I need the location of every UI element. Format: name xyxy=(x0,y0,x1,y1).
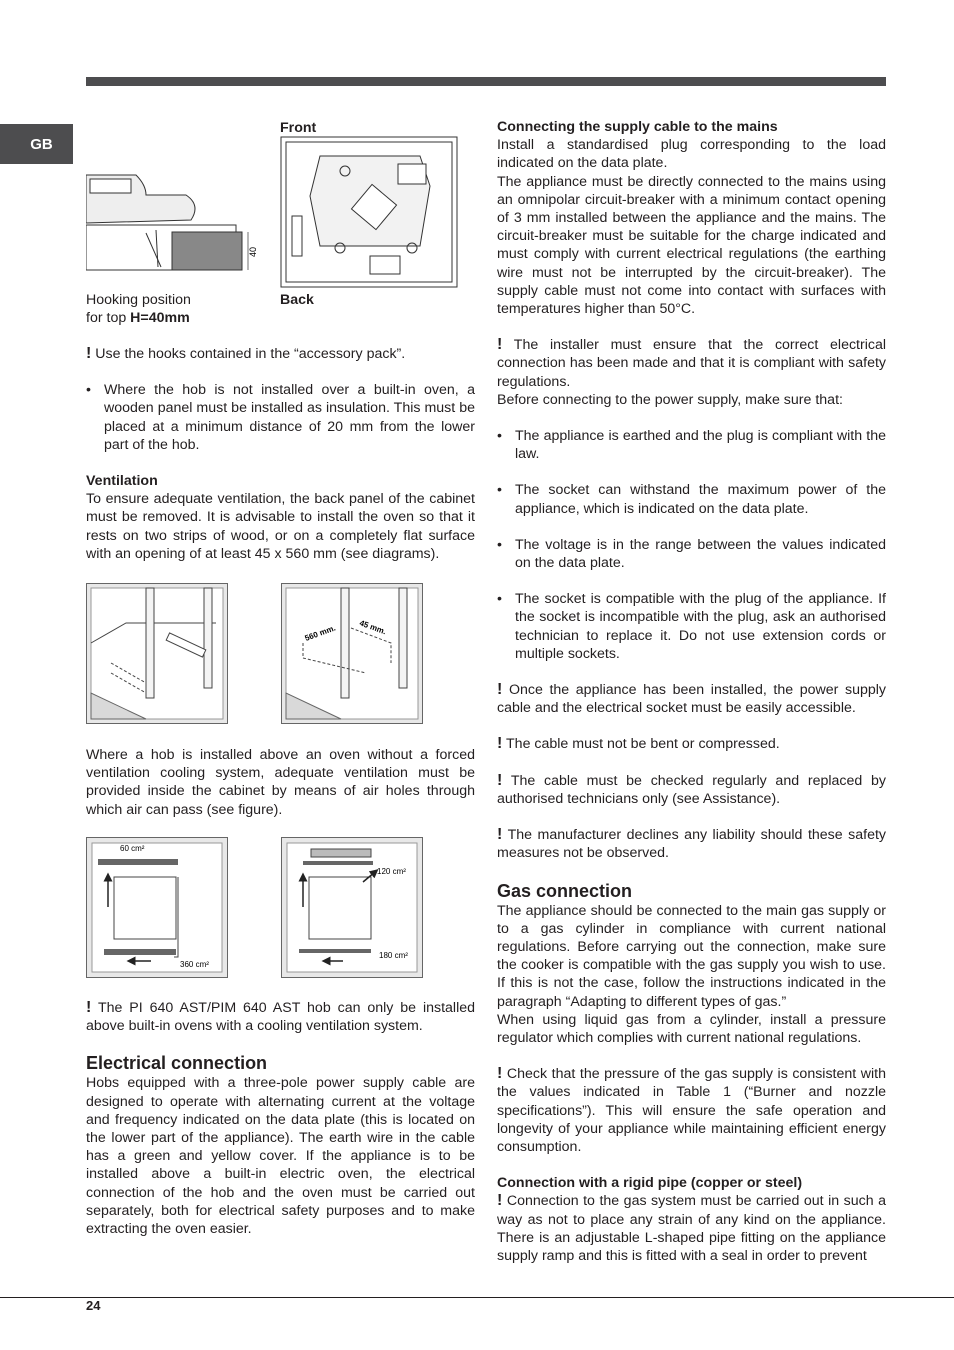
list-item: • The voltage is in the range between the values indicated on the data plate. xyxy=(497,536,886,572)
vent-dim-560: 560 mm. xyxy=(303,623,337,643)
ventilation-heading: Ventilation xyxy=(86,473,158,490)
hooking-caption-line1: Hooking position xyxy=(86,292,191,308)
warning-icon: ! xyxy=(497,826,503,844)
airflow-diagram-2 xyxy=(281,837,423,978)
list-item: • The appliance is earthed and the plug is compliant with the law. xyxy=(497,428,886,463)
list-item: • Where the hob is not installed over a built-in oven, a wooden panel must be installed as insulation. This must be placed at a minimum distance of 20 mm from the lower part of the hob. xyxy=(86,382,475,453)
supply-paragraph-1: Install a standardised plug corresponding to the load indicated on the data plate. xyxy=(497,137,886,172)
electrical-heading: Electrical connection xyxy=(86,1053,268,1074)
note-checked: ! The cable must be checked regularly and replaced by authorised technicians only (see Assistance). xyxy=(497,771,886,807)
left-text-column xyxy=(86,345,475,563)
note-accessible: ! Once the appliance has been installed, the power supply cable and the electrical socket must be easily accessible. xyxy=(497,681,886,717)
hook-dim-label: 40 xyxy=(248,246,258,257)
right-text-column xyxy=(497,118,886,1265)
warning-icon: ! xyxy=(497,336,503,354)
list-item: • The socket is compatible with the plug of the appliance. If the socket is incompatible with the plug, ask an authorised technician to replace it. Do not use extension cords or multiple sockets. xyxy=(497,591,886,662)
warning-icon: ! xyxy=(86,345,92,362)
note-bent: ! The cable must not be bent or compressed. xyxy=(497,735,780,753)
hooking-diagram xyxy=(86,165,266,275)
warning-icon: ! xyxy=(497,1065,503,1083)
hooking-height: H=40mm xyxy=(130,310,190,326)
warning-icon: ! xyxy=(497,735,503,753)
warning-icon: ! xyxy=(497,1192,503,1210)
page-number: 24 xyxy=(86,1298,101,1313)
gas-paragraph-1: The appliance should be connected to the main gas supply or to a gas cylinder in compliance with current national regulations. Before carrying out the connection, make sure the cooker is compatible with the gas supply you wish to use. If this is not the case, follow the instructions indicated in the paragraph “Adapting to different types of gas.” xyxy=(497,902,886,1010)
forced-vent-text: Where a hob is installed above an oven without a forced ventilation cooling system, adequate ventilation must be provided inside the cabinet by means of air holes through which air can pass (see figure). xyxy=(86,747,475,818)
airflow-1-bottom-label: 360 cm² xyxy=(180,960,209,969)
hooking-caption-line2-prefix: for top xyxy=(86,310,131,326)
note-pi640: ! The PI 640 AST/PIM 640 AST hob can only be installed above built-in ovens with a cooling ventilation system. xyxy=(86,999,476,1035)
front-label: Front xyxy=(280,120,317,136)
ventilation-diagram-1 xyxy=(86,583,228,724)
note-installer: ! The installer must ensure that the correct electrical connection has been made and that it is compliant with safety regulations. xyxy=(497,336,887,390)
vent-dim-45: 45 mm. xyxy=(358,618,388,637)
supply-cable-heading: Connecting the supply cable to the mains xyxy=(497,119,778,135)
airflow-2-top-label: 120 cm² xyxy=(377,867,406,876)
ventilation-diagram-2 xyxy=(281,583,423,724)
before-connecting: Before connecting to the power supply, make sure that: xyxy=(497,391,843,408)
hob-underside-diagram xyxy=(280,136,460,290)
rigid-pipe-heading: Connection with a rigid pipe (copper or steel) xyxy=(497,1175,803,1192)
airflow-diagram-1 xyxy=(86,837,228,978)
note-pressure: ! Check that the pressure of the gas supply is consistent with the values indicated in Table 1 (“Burner and nozzle specifications”). This will ensure the safe operation and longevity of your appliance while maintaining efficient energy consumption. xyxy=(497,1065,886,1155)
airflow-1-top-label: 60 cm² xyxy=(120,844,145,853)
ventilation-text: To ensure adequate ventilation, the back panel of the cabinet must be removed. It is advisable to install the oven so that it rests on two strips of wood, or on a completely flat surface with an opening of at least 45 x 560 mm (see diagrams). xyxy=(86,491,475,562)
warning-icon: ! xyxy=(86,999,92,1016)
header-bar xyxy=(86,77,886,86)
hooking-caption xyxy=(86,291,191,327)
warning-icon: ! xyxy=(497,771,503,789)
note-liability: ! The manufacturer declines any liability should these safety measures not be observed. xyxy=(497,826,886,862)
rigid-pipe-text: ! Connection to the gas system must be carried out in such a way as not to place any strain of any kind on the appliance. There is an adjustable L-shaped pipe fitting on the appliance supply ramp and this is fitted with a seal in order to prevent xyxy=(497,1192,886,1264)
supply-paragraph-2: The appliance must be directly connected to the mains using an omnipolar circuit-breaker with a minimum contact opening of 3 mm installed between the appliance and the mains. The circuit-breaker must be suitable for the charge indicated and must comply with current electrical regulations (the earthing wire must not be interrupted by the circuit-breaker). The supply cable must not come into contact with surfaces with temperatures higher than 50°C. xyxy=(497,173,886,318)
language-tab: GB xyxy=(0,124,73,164)
gas-paragraph-2: When using liquid gas from a cylinder, install a pressure regulator which complies with current national regulations. xyxy=(497,1011,886,1046)
back-label: Back xyxy=(280,292,314,308)
electrical-text: Hobs equipped with a three-pole power supply cable are designed to operate with alternating current at the voltage and frequency indicated on the data plate (this is located on the lower part of the appliance). The earth wire in the cable has a green and yellow cover. If the appliance is to be installed above a built-in electric oven, the electrical connection of the hob and the oven must be carried out separately, both for electrical safety purposes and to make extracting the oven easier. xyxy=(86,1075,475,1238)
gas-heading: Gas connection xyxy=(497,880,633,901)
left-forced-vent-block xyxy=(86,746,475,819)
airflow-2-bottom-label: 180 cm² xyxy=(379,951,408,960)
warning-icon: ! xyxy=(497,681,503,699)
left-electrical-block xyxy=(86,999,475,1238)
list-item: • The socket can withstand the maximum power of the appliance, which is indicated on the data plate. xyxy=(497,482,886,517)
note-hooks: ! Use the hooks contained in the “accessory pack”. xyxy=(86,345,406,362)
footer-rule xyxy=(0,1297,954,1298)
